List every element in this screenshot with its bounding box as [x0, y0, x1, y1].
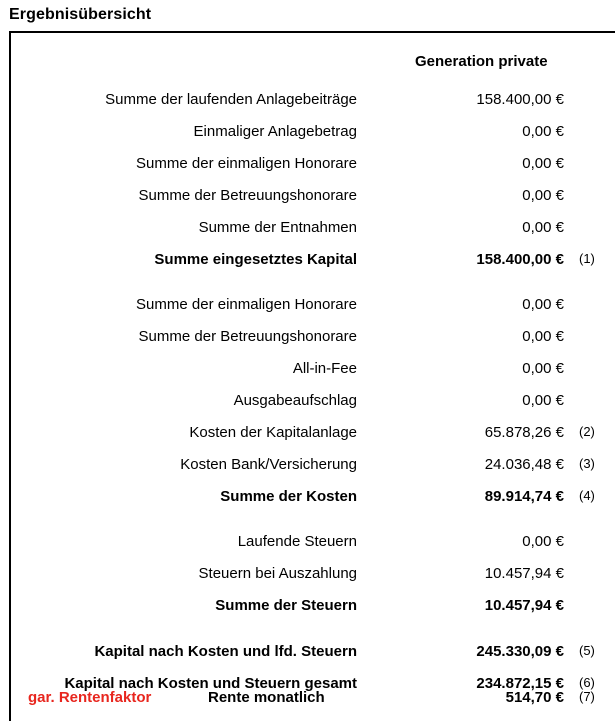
table-row — [0, 123, 615, 143]
table-row — [0, 488, 615, 508]
row-label: Summe eingesetztes Kapital — [154, 251, 357, 268]
row-label: All-in-Fee — [292, 360, 357, 377]
rente-monatlich-value: 514,70 € — [505, 689, 564, 706]
rentenfaktor-label: gar. Rentenfaktor — [28, 689, 152, 706]
row-label: Laufende Steuern — [237, 533, 357, 550]
row-value: 24.036,48 € — [484, 456, 564, 473]
rente-monatlich-label: Rente monatlich — [208, 689, 325, 706]
row-value: 0,00 € — [522, 155, 564, 172]
table-row — [0, 155, 615, 175]
row-value: 245.330,09 € — [476, 643, 564, 660]
row-footnote: (4) — [579, 488, 595, 503]
row-value: 158.400,00 € — [476, 251, 564, 268]
page-title: Ergebnisübersicht — [9, 6, 152, 23]
row-footnote: (6) — [579, 675, 595, 690]
row-value: 0,00 € — [522, 533, 564, 550]
column-header: Generation private — [415, 53, 548, 70]
row-value: 158.400,00 € — [476, 91, 564, 108]
row-value: 0,00 € — [522, 123, 564, 140]
row-label: Kosten der Kapitalanlage — [189, 424, 357, 441]
table-row — [0, 328, 615, 348]
row-label: Kapital nach Kosten und Steuern gesamt — [64, 675, 357, 692]
row-value: 10.457,94 € — [484, 565, 564, 582]
row-label: Steuern bei Auszahlung — [198, 565, 357, 582]
row-label: Summe der Entnahmen — [198, 219, 357, 236]
row-value: 0,00 € — [522, 392, 564, 409]
row-footnote: (5) — [579, 643, 595, 658]
rente-monatlich-note: (7) — [579, 689, 595, 704]
row-value: 10.457,94 € — [484, 597, 564, 614]
table-row — [0, 597, 615, 617]
table-row — [0, 643, 615, 663]
row-value: 0,00 € — [522, 360, 564, 377]
table-row — [0, 187, 615, 207]
table-row — [0, 251, 615, 271]
row-label: Summe der laufenden Anlagebeiträge — [105, 91, 357, 108]
table-row — [0, 219, 615, 239]
row-label: Summe der einmaligen Honorare — [136, 296, 357, 313]
table-row — [0, 360, 615, 380]
row-value: 0,00 € — [522, 296, 564, 313]
row-label: Summe der Betreuungshonorare — [138, 328, 357, 345]
row-value: 0,00 € — [522, 328, 564, 345]
row-footnote: (2) — [579, 424, 595, 439]
row-value: 0,00 € — [522, 219, 564, 236]
table-row — [0, 296, 615, 316]
table-row — [0, 565, 615, 585]
row-footnote: (3) — [579, 456, 595, 471]
table-row — [0, 392, 615, 412]
row-label: Summe der Steuern — [215, 597, 357, 614]
row-label: Einmaliger Anlagebetrag — [193, 123, 357, 140]
table-row — [0, 456, 615, 476]
row-label: Kapital nach Kosten und lfd. Steuern — [94, 643, 357, 660]
row-label: Summe der Kosten — [220, 488, 357, 505]
table-row — [0, 91, 615, 111]
row-label: Summe der einmaligen Honorare — [136, 155, 357, 172]
row-footnote: (1) — [579, 251, 595, 266]
row-value: 234.872,15 € — [476, 675, 564, 692]
row-value: 0,00 € — [522, 187, 564, 204]
row-value: 65.878,26 € — [484, 424, 564, 441]
row-label: Summe der Betreuungshonorare — [138, 187, 357, 204]
row-label: Kosten Bank/Versicherung — [180, 456, 357, 473]
row-value: 89.914,74 € — [484, 488, 564, 505]
table-row — [0, 424, 615, 444]
row-label: Ausgabeaufschlag — [233, 392, 357, 409]
table-row — [0, 533, 615, 553]
